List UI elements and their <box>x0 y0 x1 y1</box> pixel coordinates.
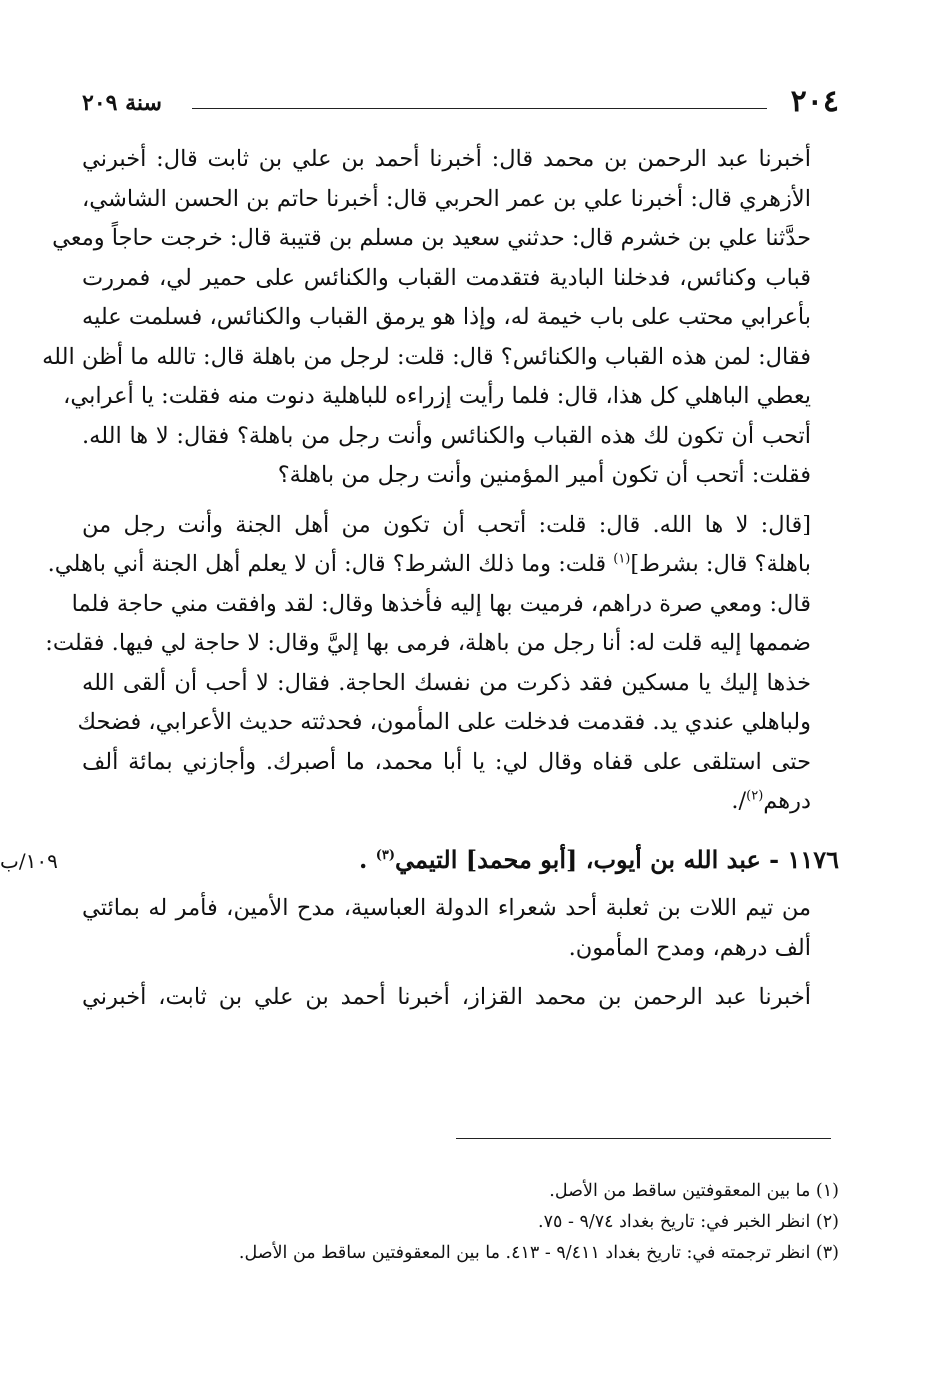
text-line: يعطي الباهلي كل هذا، قال: فلما رأيت إزراءه للباهلية دنوت منه فقلت: يا أعرابي، <box>63 383 811 409</box>
entry-heading-end: . <box>359 844 368 874</box>
text-line: قباب وكنائس، فدخلنا البادية فتقدمت القباب والكنائس على حمير لي، فمررت <box>82 264 811 291</box>
text-line: حدَّثنا علي بن خشرم قال: حدثني سعيد بن مسلم بن قتيبة قال: خرجت حاجاً ومعي <box>52 225 811 251</box>
text-line <box>82 782 839 822</box>
header-rule <box>192 108 767 109</box>
text-line: فقال: لمن هذه القباب والكنائس؟ قال: قلت: لرجل من باهلة قال: تالله ما أظن الله <box>42 343 811 370</box>
footnote-rule <box>456 1138 831 1139</box>
text-line: أخبرنا عبد الرحمن بن محمد القزاز، أخبرنا أحمد بن علي بن ثابت، أخبرني <box>82 984 811 1010</box>
text-line: قال: ومعي صرة دراهم، فرميت بها إليه فأخذها وقال: لقد وافقت مني حاجة فلما <box>71 590 811 617</box>
footnote-mark: (٢) <box>746 788 764 804</box>
paragraph-isnad <box>82 978 839 1018</box>
text-line: حتى استلقى على قفاه وقال لي: يا أبا محمد، ما أصبرك. وأجازني بمائة ألف <box>82 748 811 775</box>
text-line: بأعرابي محتب على باب خيمة له، وإذا هو يرمق القباب والكنائس، فسلمت عليه <box>82 304 811 330</box>
entry-heading-line <box>82 840 839 880</box>
running-title: سنة ٢٠٩ <box>82 90 162 116</box>
text-fragment: درهم <box>763 788 811 814</box>
footnote-mark: (١) <box>613 551 631 567</box>
text-line: ضممها إليه قلت له: أنا رجل من باهلة، فرمى بها إليَّ وقال: لا حاجة لي فيها. فقلت: <box>45 630 811 656</box>
text-line <box>47 545 839 585</box>
footnote-1: (١) ما بين المعقوفتين ساقط من الأصل. <box>549 1181 839 1201</box>
footnote-mark: (٣) <box>375 847 396 863</box>
text-line: الأزهري قال: أخبرنا علي بن عمر الحربي قال: أخبرنا حاتم بن الحسن الشاشي، <box>82 185 811 212</box>
running-header <box>82 84 839 124</box>
text-line: أخبرنا عبد الرحمن بن محمد قال: أخبرنا أحمد بن علي بن ثابت قال: أخبرني <box>82 146 811 172</box>
text-line: ولباهلي عندي يد. فقدمت فدخلت على المأمون، فحدثته حديث الأعرابي، فضحك <box>77 709 811 735</box>
paragraph-narration <box>42 140 839 496</box>
text-line: من تيم اللات بن ثعلبة أحد شعراء الدولة العباسية، مدح الأمين، فأمر له بمائتي <box>82 895 811 921</box>
text-line: أتحب أن تكون لك هذه القباب والكنائس وأنت رجل من باهلة؟ فقال: لا ها الله. <box>82 422 811 449</box>
text-fragment: باهلة؟ قال: بشرط] <box>630 551 811 577</box>
entry-heading <box>82 840 839 880</box>
text-fragment: قلت: وما ذلك الشرط؟ قال: أن لا يعلم أهل الجنة أني باهلي. <box>47 551 607 577</box>
paragraph-dialogue <box>45 506 839 822</box>
text-line: ألف درهم، ومدح المأمون. <box>568 934 811 961</box>
text-fragment: /. <box>731 788 747 814</box>
paragraph-biography <box>82 889 839 968</box>
footnote-3: (٣) انظر ترجمته في: تاريخ بغداد ٩/٤١١ - ٤١٣. ما بين المعقوفتين ساقط من الأصل. <box>238 1243 839 1263</box>
text-line: [قال: لا ها الله. قال: قلت: أتحب أن تكون من أهل الجنة وأنت رجل من <box>82 511 811 538</box>
footnote-2: (٢) انظر الخبر في: تاريخ بغداد ٩/٧٤ - ٧٥. <box>538 1212 839 1232</box>
entry-title: ١١٧٦ - عبد الله بن أيوب، [أبو محمد] التيمي <box>395 844 839 874</box>
text-line: خذها إليك يا مسكين فقد ذكرت من نفسك الحاجة. فقال: لا أحب أن ألقى الله <box>82 669 811 696</box>
footnotes <box>82 1176 839 1269</box>
text-line: فقلت: أتحب أن تكون أمير المؤمنين وأنت رجل من باهلة؟ <box>277 462 811 488</box>
manuscript-folio-ref: ١٠٩/ب <box>0 849 58 873</box>
page-number: ٢٠٤ <box>790 84 839 119</box>
main-text <box>42 140 839 1018</box>
